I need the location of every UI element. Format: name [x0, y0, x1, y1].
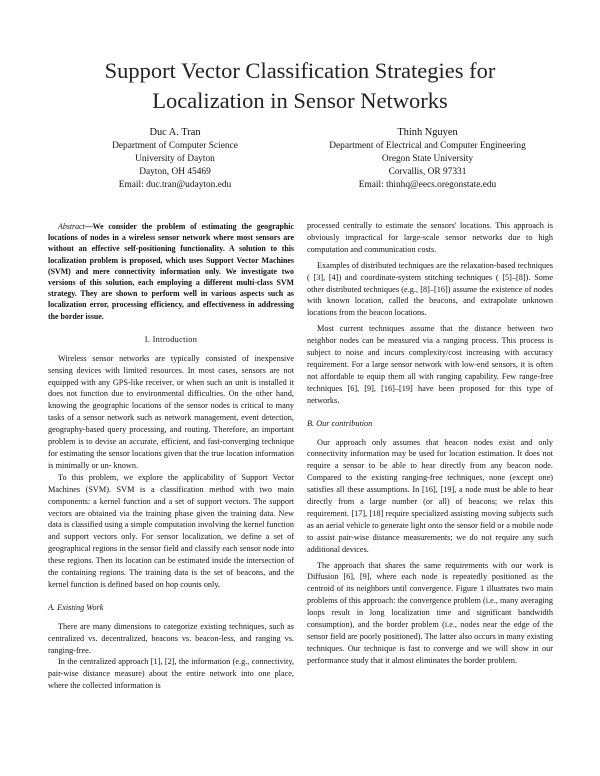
subsection-heading-our-contribution: B. Our contribution — [307, 418, 373, 428]
section-heading-introduction: I. Introduction — [144, 334, 198, 344]
paragraph: The approach that shares the same requirements with our work is Diffusion [6], [9], where each node is repeatedly positioned as the centroid of its neighbors until convergence. Figure 1 illustrates two main problems of this approach: the convergence problem (i.e., many averaging loops result in long localization time and significant bandwidth consumption), and the border problem (i.e., nodes near the edge of the sensor field are poorly positioned). The latter also occurs in many existing techniques. Our technique is fast to converge and we will show in our performance study that it almost eliminates the border problem. — [307, 560, 553, 665]
title-line-2: Localization in Sensor Networks — [152, 88, 448, 113]
paragraph: Most current techniques assume that the distance between two neighbor nodes can be measured via a ranging process. This process is subject to noise and incurs complexity/cost increasing with accuracy requirement. For a large sensor network with low-end sensors, it is often not affordable to equip them all with ranging capability. Few range-free techniques [6], [9], [16]–[19] have been proposed for this type of networks. — [307, 324, 553, 405]
right-column — [307, 220, 553, 667]
abstract — [48, 221, 294, 322]
author-email: Email: duc.tran@udayton.edu — [118, 180, 232, 190]
author-name: Duc A. Tran — [149, 127, 201, 138]
author-department: Department of Computer Science — [112, 141, 238, 151]
paragraph: processed centrally to estimate the sensors' locations. This approach is obviously impractical for large-scale sensor networks due to high computation and communication costs. — [307, 221, 553, 254]
paper-title — [40, 56, 560, 116]
author-name: Thinh Nguyen — [397, 127, 458, 138]
title-line-1: Support Vector Classification Strategies for — [104, 58, 496, 83]
author-university: Oregon State University — [381, 154, 474, 164]
abstract-label: Abstract — [58, 222, 85, 231]
author-university: University of Dayton — [135, 154, 215, 164]
author-2 — [295, 126, 560, 192]
paragraph: In the centralized approach [1], [2], the information (e.g., connectivity, pair-wise distance measure) about the entire network into one place, where the collected information is — [48, 657, 294, 691]
author-1 — [80, 126, 270, 192]
paragraph: Examples of distributed techniques are the relaxation-based techniques ( [3], [4]) and coordinate-system stitching techniques ( [5]–[8]). Some other distributed techniques (e.g., [8]–[16]) assume the existence of nodes with known location, called the beacons, and extrapolate unknown locations from the beacon locations. — [307, 260, 553, 318]
author-email: Email: thinhq@eecs.oregonstate.edu — [358, 180, 497, 190]
paragraph: Our approach only assumes that beacon nodes exist and only connectivity information may be used for location estimation. It does not require a sensor to be able to hear directly from any beacon node. Compared to the existing ranging-free techniques, none (except one) satisfies all these assumptions. In [16], [19], a node must be able to hear directly from a large number (or all) of beacons; we relax this requirement. [17], [18] require specialized assisting moving subjects such as an aerial vehicle to generate light onto the sensor field or a mobile node to assist pair-wise distance measurements; we do not require any such additional devices. — [307, 437, 553, 554]
author-block — [40, 126, 560, 196]
subsection-heading-existing-work: A. Existing Work — [48, 602, 104, 612]
abstract-text: —We consider the problem of estimating the geographic locations of nodes in a wireless sensor network where most sensors are without an effective self-positioning functionality. A solution to this localization problem is proposed, which uses Support Vector Machines (SVM) and mere connectivity information only. We investigate two versions of this solution, each employing a different multi-class SVM strategy. They are shown to perform well in various aspects such as localization error, processing efficiency, and effectiveness in addressing the border issue. — [48, 222, 294, 321]
author-city: Corvallis, OR 97331 — [388, 167, 467, 177]
paragraph: There are many dimensions to categorize existing techniques, such as centralized vs. decentralized, beacons vs. beacon-less, and ranging vs. ranging-free. — [48, 621, 294, 655]
author-city: Dayton, OH 45469 — [139, 167, 211, 177]
paragraph: Wireless sensor networks are typically consisted of inexpensive sensing devices with limited resources. In most cases, sensors are not equipped with any GPS-like receiver, or when such an unit is installed it does not function due to environmental difficulties. On the other hand, knowing the geographic locations of the sensor nodes is critical to many tasks of a sensor network such as network management, event detection, geography-based query processing, and routing. Therefore, an important problem is to devise an accurate, efficient, and fast-converging technique for estimating the sensor locations given that the true location information is minimally or un- known. — [48, 353, 294, 470]
author-department: Department of Electrical and Computer Engineering — [329, 141, 526, 151]
paragraph: To this problem, we explore the applicability of Support Vector Machines (SVM). SVM is a classification method with two main components: a kernel function and a set of support vectors. The support vectors are obtained via the training phase given the training data. New data is classified using a simple computation involving the kernel function and support vectors only. For sensor localization, we define a set of geographical regions in the sensor field and classify each sensor node into these regions. Then its location can be estimated inside the intersection of the containing regions. The training data is the set of beacons, and the kernel function is defined based on hop counts only. — [48, 472, 294, 589]
left-column — [48, 221, 294, 692]
